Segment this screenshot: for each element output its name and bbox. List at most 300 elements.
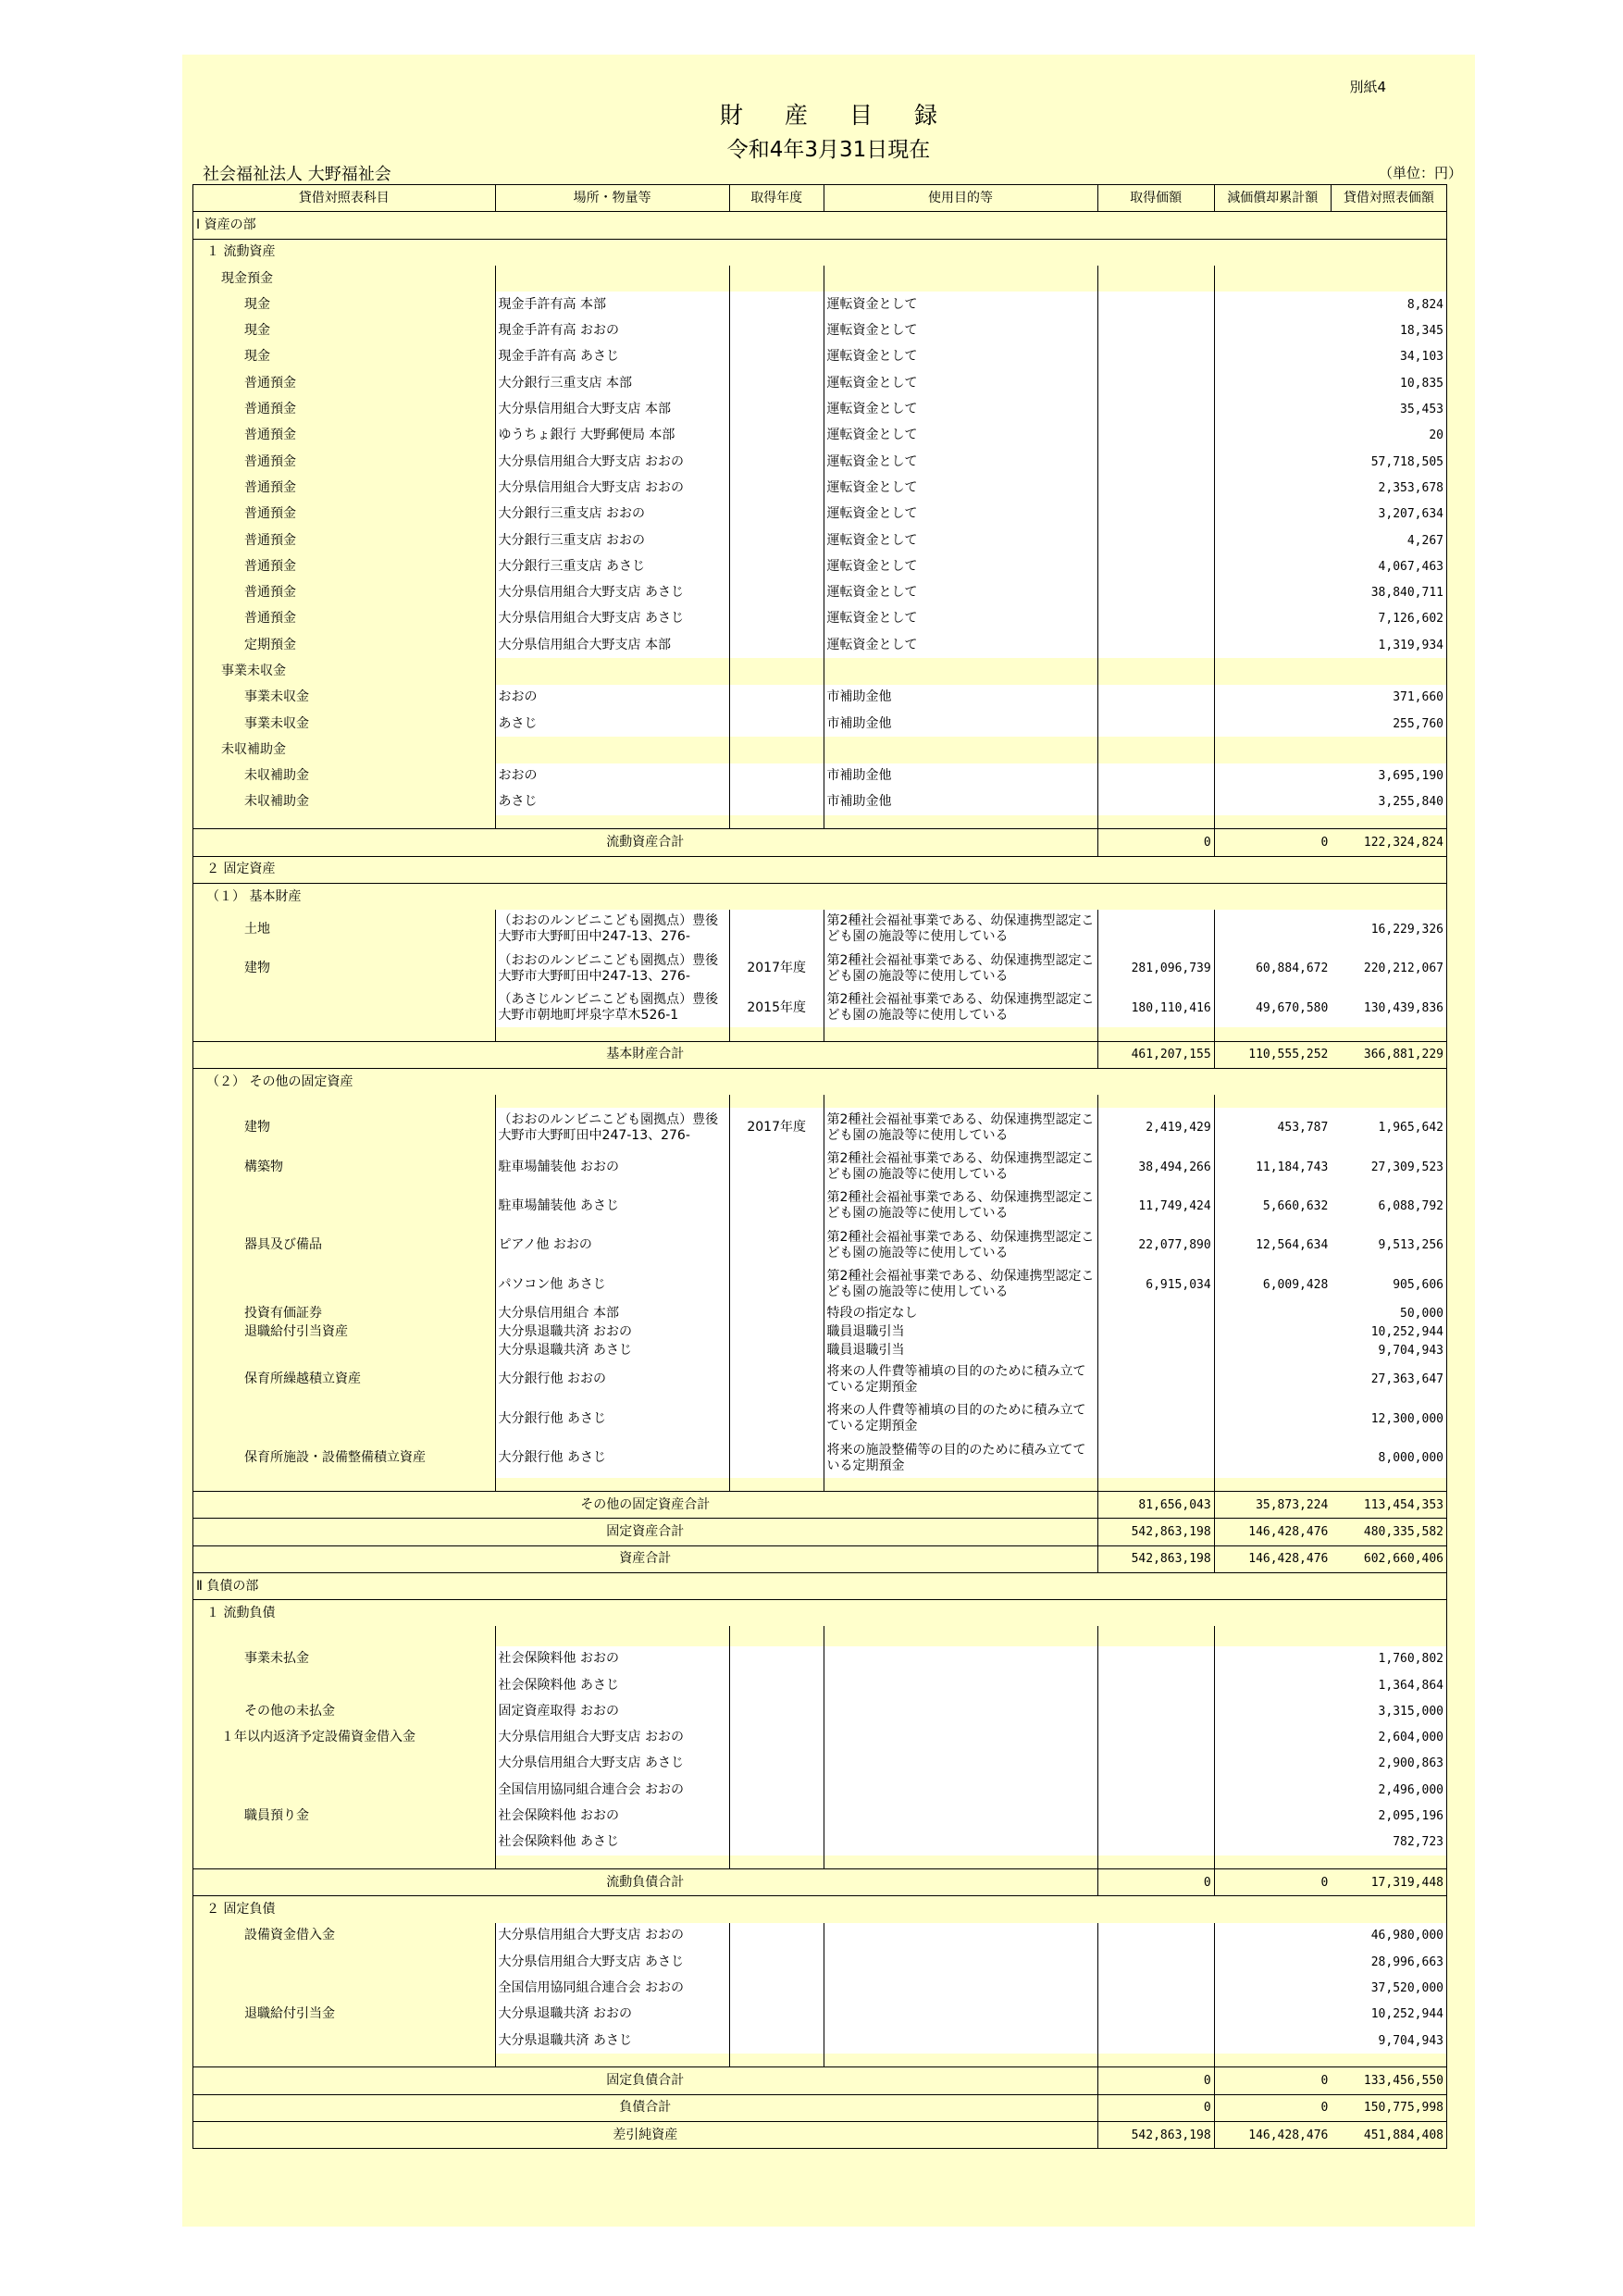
book-value: 150,775,998	[1331, 2094, 1446, 2121]
acquisition-cost	[1097, 1095, 1214, 1108]
acquisition-cost	[1097, 1975, 1214, 2001]
acquisition-year	[729, 737, 824, 763]
accumulated-depreciation	[1214, 1975, 1331, 2001]
table-row	[193, 1923, 1447, 1949]
acquisition-year	[729, 2054, 824, 2067]
acquisition-cost: 38,494,266	[1097, 1148, 1214, 1186]
accumulated-depreciation	[1214, 1626, 1331, 1645]
account-name	[193, 1975, 496, 2001]
acquisition-year	[729, 1672, 824, 1698]
spacer-row	[193, 2054, 1447, 2067]
table-row	[193, 1803, 1447, 1829]
account-name: 投資有価証券	[193, 1305, 496, 1323]
table-row	[193, 1777, 1447, 1803]
empty-cell	[193, 1855, 496, 1869]
acquisition-cost	[1097, 2002, 1214, 2028]
location-quantity: 大分県信用組合大野支店 あさじ	[495, 1751, 729, 1777]
acquisition-year	[729, 1438, 824, 1477]
location-quantity: （あさじルンビニこども園拠点）豊後大野市朝地町坪泉字草木526-1	[495, 988, 729, 1027]
acquisition-cost	[1097, 763, 1214, 789]
usage-purpose: 運転資金として	[824, 606, 1097, 632]
accumulated-depreciation	[1214, 553, 1331, 579]
usage-purpose	[824, 266, 1097, 292]
accumulated-depreciation: 11,184,743	[1214, 1148, 1331, 1186]
book-value: 2,353,678	[1331, 475, 1446, 501]
account-name: 未収補助金	[193, 763, 496, 789]
location-quantity: 大分銀行三重支店 おおの	[495, 527, 729, 553]
acquisition-cost	[1097, 1478, 1214, 1492]
total-row	[193, 2121, 1447, 2148]
book-value	[1331, 1095, 1446, 1108]
location-quantity	[495, 658, 729, 684]
table-row	[193, 711, 1447, 737]
book-value: 1,364,864	[1331, 1672, 1446, 1698]
location-quantity: （おおのルンビニこども園拠点）豊後大野市大野町田中247-13、276-	[495, 949, 729, 988]
location-quantity: 大分県信用組合大野支店 おおの	[495, 1725, 729, 1751]
book-value: 1,760,802	[1331, 1646, 1446, 1672]
table-row	[193, 1323, 1447, 1342]
book-value: 3,315,000	[1331, 1698, 1446, 1724]
account-name	[193, 1777, 496, 1803]
usage-purpose: 第2種社会福祉事業である、幼保連携型認定こども園の施設等に使用している	[824, 1226, 1097, 1265]
accumulated-depreciation	[1214, 763, 1331, 789]
subsection-row	[193, 239, 1447, 266]
acquisition-cost: 542,863,198	[1097, 1545, 1214, 1572]
usage-purpose: 将来の人件費等補填の目的のために積み立てている定期預金	[824, 1399, 1097, 1438]
accumulated-depreciation	[1214, 1438, 1331, 1477]
acquisition-year	[729, 2002, 824, 2028]
table-row	[193, 553, 1447, 579]
account-name: 未収補助金	[193, 789, 496, 815]
location-quantity: ピアノ他 おおの	[495, 1226, 729, 1265]
book-value: 122,324,824	[1331, 829, 1446, 856]
account-name	[193, 1265, 496, 1304]
usage-purpose	[824, 1777, 1097, 1803]
acquisition-year	[729, 1975, 824, 2001]
acquisition-cost	[1097, 632, 1214, 658]
book-value	[1331, 658, 1446, 684]
acquisition-year	[729, 370, 824, 396]
book-value: 37,520,000	[1331, 1975, 1446, 2001]
book-value: 50,000	[1331, 1305, 1446, 1323]
book-value	[1331, 2054, 1446, 2067]
account-name: 事業未収金	[193, 685, 496, 711]
usage-purpose: 運転資金として	[824, 553, 1097, 579]
location-quantity: ゆうちょ銀行 大野郵便局 本部	[495, 423, 729, 449]
table-row	[193, 527, 1447, 553]
book-value: 7,126,602	[1331, 606, 1446, 632]
spacer-row	[193, 1027, 1447, 1041]
accumulated-depreciation	[1214, 2028, 1331, 2054]
acquisition-year	[729, 1226, 824, 1265]
table-row	[193, 910, 1447, 949]
usage-purpose	[824, 1626, 1097, 1645]
table-row	[193, 317, 1447, 343]
acquisition-year	[729, 1478, 824, 1492]
book-value: 8,824	[1331, 292, 1446, 317]
accumulated-depreciation: 60,884,672	[1214, 949, 1331, 988]
table-row	[193, 685, 1447, 711]
total-row	[193, 2094, 1447, 2121]
acquisition-cost	[1097, 502, 1214, 527]
section-label: ２ 固定負債	[193, 1896, 1447, 1923]
acquisition-cost	[1097, 1923, 1214, 1949]
section-row	[193, 1572, 1447, 1599]
account-name: 普通預金	[193, 475, 496, 501]
usage-purpose	[824, 815, 1097, 829]
usage-purpose	[824, 1095, 1097, 1108]
location-quantity: 現金手許有高 本部	[495, 292, 729, 317]
acquisition-cost: 461,207,155	[1097, 1041, 1214, 1068]
acquisition-year	[729, 632, 824, 658]
subsection-row	[193, 883, 1447, 910]
acquisition-cost	[1097, 344, 1214, 370]
account-name: 普通預金	[193, 553, 496, 579]
section-label: Ⅰ 資産の部	[193, 212, 1447, 239]
acquisition-cost	[1097, 1626, 1214, 1645]
account-name	[193, 1186, 496, 1225]
location-quantity: 大分県信用組合大野支店 おおの	[495, 449, 729, 475]
acquisition-year	[729, 606, 824, 632]
total-row	[193, 1519, 1447, 1545]
account-name: 現金	[193, 344, 496, 370]
acquisition-cost	[1097, 1360, 1214, 1399]
acquisition-cost	[1097, 579, 1214, 605]
book-value: 9,704,943	[1331, 2028, 1446, 2054]
empty-cell	[193, 1478, 496, 1492]
book-value: 1,965,642	[1331, 1108, 1446, 1147]
acquisition-cost	[1097, 423, 1214, 449]
accumulated-depreciation: 110,555,252	[1214, 1041, 1331, 1068]
usage-purpose	[824, 1803, 1097, 1829]
acquisition-year	[729, 1323, 824, 1342]
book-value: 451,884,408	[1331, 2121, 1446, 2148]
table-row	[193, 502, 1447, 527]
accumulated-depreciation	[1214, 1777, 1331, 1803]
usage-purpose	[824, 1975, 1097, 2001]
accumulated-depreciation	[1214, 1923, 1331, 1949]
total-label: 流動負債合計	[193, 1869, 1098, 1896]
attachment-note: 別紙4	[1349, 79, 1386, 95]
acquisition-cost: 0	[1097, 829, 1214, 856]
table-row	[193, 1342, 1447, 1360]
location-quantity	[495, 1027, 729, 1041]
usage-purpose	[824, 1672, 1097, 1698]
usage-purpose: 運転資金として	[824, 396, 1097, 422]
table-row	[193, 1698, 1447, 1724]
table-row	[193, 2028, 1447, 2054]
group-label: 未収補助金	[193, 737, 496, 763]
table-row	[193, 1751, 1447, 1777]
accumulated-depreciation	[1214, 815, 1331, 829]
usage-purpose: 将来の人件費等補填の目的のために積み立てている定期預金	[824, 1360, 1097, 1399]
table-row	[193, 344, 1447, 370]
book-value: 4,267	[1331, 527, 1446, 553]
accumulated-depreciation: 12,564,634	[1214, 1226, 1331, 1265]
acquisition-cost	[1097, 1803, 1214, 1829]
book-value: 27,309,523	[1331, 1148, 1446, 1186]
location-quantity: 大分銀行三重支店 本部	[495, 370, 729, 396]
document-title: 財産目録	[719, 102, 979, 129]
section-label: ２ 固定資産	[193, 856, 1447, 883]
book-value: 57,718,505	[1331, 449, 1446, 475]
account-name	[193, 1342, 496, 1360]
acquisition-cost	[1097, 527, 1214, 553]
book-value: 8,000,000	[1331, 1438, 1446, 1477]
usage-purpose	[824, 1478, 1097, 1492]
accumulated-depreciation	[1214, 1027, 1331, 1041]
accumulated-depreciation: 5,660,632	[1214, 1186, 1331, 1225]
subsection-row	[193, 1600, 1447, 1627]
book-value: 3,207,634	[1331, 502, 1446, 527]
acquisition-year	[729, 1148, 824, 1186]
group-label: 現金預金	[193, 266, 496, 292]
accumulated-depreciation	[1214, 2002, 1331, 2028]
table-row	[193, 1949, 1447, 1975]
spacer-row	[193, 1626, 1447, 1645]
empty-cell	[193, 1095, 496, 1108]
acquisition-cost: 0	[1097, 2067, 1214, 2094]
usage-purpose: 運転資金として	[824, 502, 1097, 527]
usage-purpose	[824, 1027, 1097, 1041]
accumulated-depreciation	[1214, 344, 1331, 370]
account-name	[193, 1830, 496, 1855]
accumulated-depreciation	[1214, 449, 1331, 475]
acquisition-cost	[1097, 1027, 1214, 1041]
usage-purpose: 市補助金他	[824, 789, 1097, 815]
account-name: 現金	[193, 317, 496, 343]
book-value: 18,345	[1331, 317, 1446, 343]
account-name: 保育所施設・設備整備積立資産	[193, 1438, 496, 1477]
acquisition-year	[729, 1360, 824, 1399]
table-row	[193, 606, 1447, 632]
location-quantity: 社会保険料他 おおの	[495, 1646, 729, 1672]
acquisition-year: 2017年度	[729, 1108, 824, 1147]
accumulated-depreciation	[1214, 910, 1331, 949]
document-date: 令和4年3月31日現在	[726, 138, 931, 162]
book-value: 4,067,463	[1331, 553, 1446, 579]
usage-purpose: 職員退職引当	[824, 1323, 1097, 1342]
table-row	[193, 396, 1447, 422]
accumulated-depreciation	[1214, 1855, 1331, 1869]
book-value: 905,606	[1331, 1265, 1446, 1304]
book-value: 3,695,190	[1331, 763, 1446, 789]
acquisition-cost	[1097, 1672, 1214, 1698]
acquisition-cost: 542,863,198	[1097, 2121, 1214, 2148]
table-row	[193, 1830, 1447, 1855]
acquisition-year	[729, 815, 824, 829]
total-label: 差引純資産	[193, 2121, 1098, 2148]
usage-purpose	[824, 1725, 1097, 1751]
usage-purpose: 市補助金他	[824, 711, 1097, 737]
location-quantity: 社会保険料他 おおの	[495, 1803, 729, 1829]
usage-purpose	[824, 1923, 1097, 1949]
acquisition-cost	[1097, 685, 1214, 711]
book-value: 28,996,663	[1331, 1949, 1446, 1975]
acquisition-cost	[1097, 1305, 1214, 1323]
acquisition-cost: 542,863,198	[1097, 1519, 1214, 1545]
account-name	[193, 1672, 496, 1698]
book-value: 20	[1331, 423, 1446, 449]
acquisition-year	[729, 1698, 824, 1724]
group-label: 事業未収金	[193, 658, 496, 684]
spacer-row	[193, 1855, 1447, 1869]
acquisition-year	[729, 1305, 824, 1323]
accumulated-depreciation	[1214, 475, 1331, 501]
account-name	[193, 988, 496, 1027]
location-quantity: 全国信用協同組合連合会 おおの	[495, 1777, 729, 1803]
table-row	[193, 763, 1447, 789]
total-row	[193, 1491, 1447, 1518]
book-value: 782,723	[1331, 1830, 1446, 1855]
accumulated-depreciation	[1214, 1646, 1331, 1672]
acquisition-year	[729, 1265, 824, 1304]
account-name: 普通預金	[193, 527, 496, 553]
total-row	[193, 829, 1447, 856]
table-row	[193, 789, 1447, 815]
accumulated-depreciation: 146,428,476	[1214, 2121, 1331, 2148]
acquisition-year	[729, 1027, 824, 1041]
location-quantity: 社会保険料他 あさじ	[495, 1672, 729, 1698]
accumulated-depreciation: 453,787	[1214, 1108, 1331, 1147]
empty-cell	[193, 1626, 496, 1645]
usage-purpose	[824, 1646, 1097, 1672]
book-value: 255,760	[1331, 711, 1446, 737]
usage-purpose	[824, 1751, 1097, 1777]
location-quantity: 大分県信用組合大野支店 あさじ	[495, 1949, 729, 1975]
accumulated-depreciation	[1214, 1323, 1331, 1342]
usage-purpose	[824, 1830, 1097, 1855]
accumulated-depreciation	[1214, 632, 1331, 658]
usage-purpose: 第2種社会福祉事業である、幼保連携型認定こども園の施設等に使用している	[824, 949, 1097, 988]
acquisition-cost	[1097, 553, 1214, 579]
accumulated-depreciation	[1214, 1751, 1331, 1777]
table-row	[193, 949, 1447, 988]
usage-purpose: 第2種社会福祉事業である、幼保連携型認定こども園の施設等に使用している	[824, 1186, 1097, 1225]
location-quantity	[495, 2054, 729, 2067]
asset-inventory-table	[192, 184, 1447, 2149]
group-row	[193, 737, 1447, 763]
column-header: 使用目的等	[824, 185, 1097, 212]
acquisition-cost	[1097, 449, 1214, 475]
table-row	[193, 988, 1447, 1027]
total-row	[193, 1869, 1447, 1896]
table-row	[193, 370, 1447, 396]
location-quantity: 大分県退職共済 あさじ	[495, 2028, 729, 2054]
usage-purpose	[824, 1698, 1097, 1724]
organization-name: 社会福祉法人 大野福祉会	[203, 165, 391, 184]
table-row	[193, 2002, 1447, 2028]
usage-purpose	[824, 2028, 1097, 2054]
acquisition-year	[729, 1646, 824, 1672]
book-value	[1331, 1027, 1446, 1041]
table-row	[193, 1186, 1447, 1225]
total-row	[193, 1545, 1447, 1572]
book-value: 130,439,836	[1331, 988, 1446, 1027]
acquisition-cost	[1097, 2028, 1214, 2054]
location-quantity: 大分銀行他 おおの	[495, 1360, 729, 1399]
accumulated-depreciation	[1214, 606, 1331, 632]
total-label: 負債合計	[193, 2094, 1098, 2121]
accumulated-depreciation	[1214, 2054, 1331, 2067]
acquisition-year	[729, 1777, 824, 1803]
book-value	[1331, 1855, 1446, 1869]
total-label: 流動資産合計	[193, 829, 1098, 856]
book-value	[1331, 815, 1446, 829]
acquisition-year	[729, 658, 824, 684]
usage-purpose: 職員退職引当	[824, 1342, 1097, 1360]
acquisition-year	[729, 475, 824, 501]
location-quantity: 大分県信用組合大野支店 あさじ	[495, 606, 729, 632]
acquisition-cost	[1097, 292, 1214, 317]
acquisition-cost	[1097, 1949, 1214, 1975]
acquisition-cost	[1097, 1438, 1214, 1477]
usage-purpose: 市補助金他	[824, 763, 1097, 789]
section-label: Ⅱ 負債の部	[193, 1572, 1447, 1599]
location-quantity: 現金手許有高 おおの	[495, 317, 729, 343]
acquisition-year	[729, 1399, 824, 1438]
book-value: 371,660	[1331, 685, 1446, 711]
acquisition-year	[729, 1725, 824, 1751]
account-name: 建物	[193, 1108, 496, 1147]
location-quantity: おおの	[495, 685, 729, 711]
accumulated-depreciation: 146,428,476	[1214, 1545, 1331, 1572]
accumulated-depreciation	[1214, 1949, 1331, 1975]
table-row	[193, 1646, 1447, 1672]
table-row	[193, 1148, 1447, 1186]
acquisition-cost	[1097, 396, 1214, 422]
acquisition-year	[729, 266, 824, 292]
accumulated-depreciation	[1214, 579, 1331, 605]
location-quantity: 大分県信用組合大野支店 本部	[495, 632, 729, 658]
section-label: １ 流動資産	[193, 239, 1447, 266]
usage-purpose: 第2種社会福祉事業である、幼保連携型認定こども園の施設等に使用している	[824, 910, 1097, 949]
location-quantity: 大分県退職共済 おおの	[495, 2002, 729, 2028]
acquisition-year	[729, 579, 824, 605]
table-row	[193, 1265, 1447, 1304]
usage-purpose	[824, 658, 1097, 684]
table-row	[193, 632, 1447, 658]
accumulated-depreciation	[1214, 1095, 1331, 1108]
account-name	[193, 1751, 496, 1777]
location-quantity: 現金手許有高 あさじ	[495, 344, 729, 370]
usage-purpose: 市補助金他	[824, 685, 1097, 711]
accumulated-depreciation	[1214, 1698, 1331, 1724]
acquisition-year	[729, 2028, 824, 2054]
acquisition-cost	[1097, 910, 1214, 949]
account-name: 普通預金	[193, 396, 496, 422]
accumulated-depreciation: 0	[1214, 1869, 1331, 1896]
accumulated-depreciation: 49,670,580	[1214, 988, 1331, 1027]
acquisition-year	[729, 344, 824, 370]
acquisition-year	[729, 763, 824, 789]
account-name: 設備資金借入金	[193, 1923, 496, 1949]
account-name	[193, 2028, 496, 2054]
acquisition-cost	[1097, 317, 1214, 343]
book-value: 9,513,256	[1331, 1226, 1446, 1265]
account-name: 退職給付引当金	[193, 2002, 496, 2028]
accumulated-depreciation	[1214, 1725, 1331, 1751]
column-header: 取得価額	[1097, 185, 1214, 212]
account-name: 普通預金	[193, 502, 496, 527]
acquisition-cost: 0	[1097, 2094, 1214, 2121]
usage-purpose: 運転資金として	[824, 344, 1097, 370]
table-row	[193, 1725, 1447, 1751]
location-quantity: 大分県信用組合大野支店 おおの	[495, 1923, 729, 1949]
accumulated-depreciation	[1214, 1803, 1331, 1829]
book-value: 46,980,000	[1331, 1923, 1446, 1949]
accumulated-depreciation	[1214, 292, 1331, 317]
